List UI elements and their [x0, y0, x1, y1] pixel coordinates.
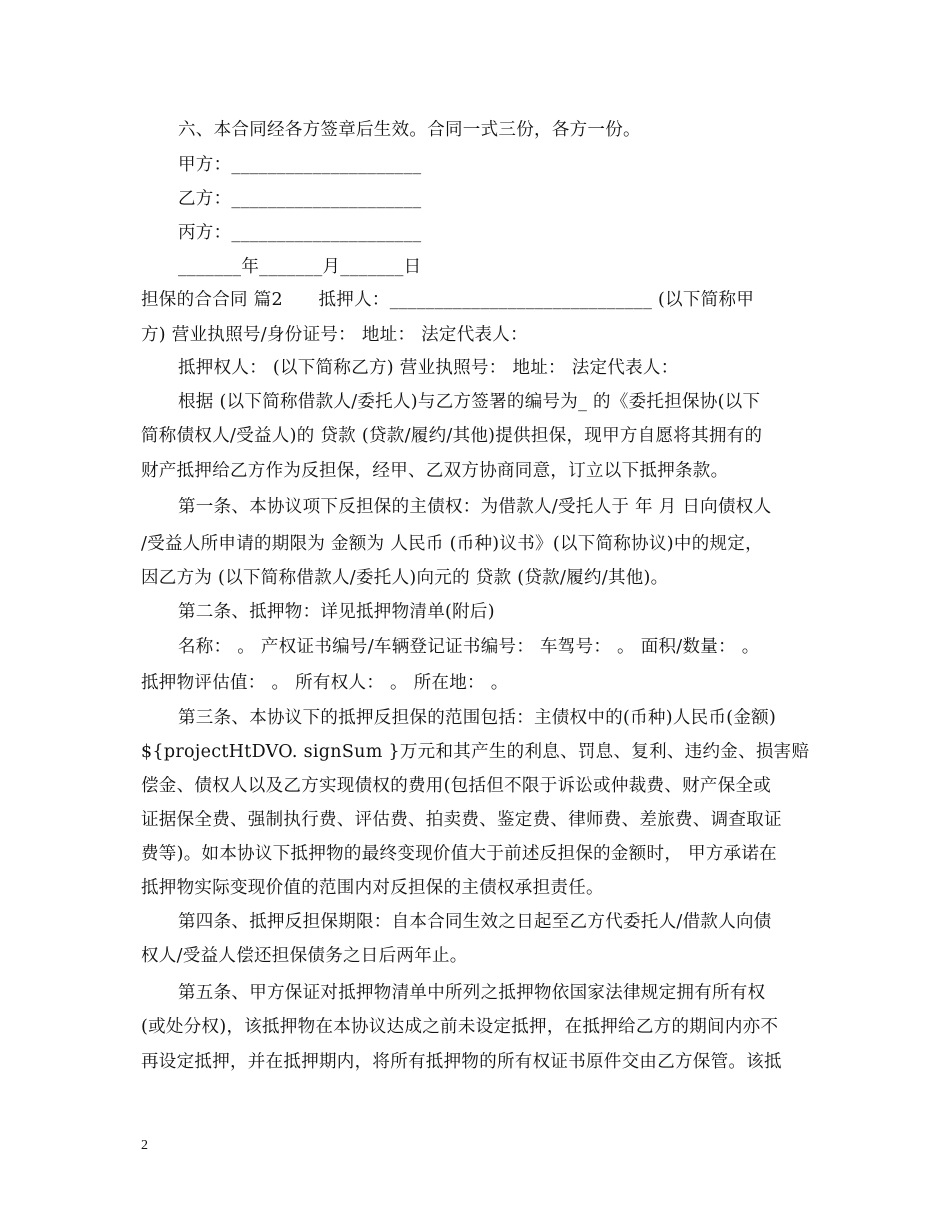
text-line: 根据 (以下简称借款人/委托人)与乙方签署的编号为_ 的《委托担保协(以下 — [178, 392, 761, 412]
text-line: /受益人所申请的期限为 金额为 人民币 (币种)议书》(以下简称协议)中的规定， — [141, 534, 763, 554]
text-line: 抵押物实际变现价值的范围内对反担保的主债权承担责任。 — [141, 878, 604, 898]
text-line: 第四条、抵押反担保期限：自本合同生效之日起至乙方代委托人/借款人向债 — [178, 912, 772, 932]
text-line: 第二条、抵押物：详见抵押物清单(附后) — [178, 602, 495, 622]
text-line: 第一条、本协议项下反担保的主债权：为借款人/受托人于 年 月 日向债权人 — [178, 497, 772, 517]
text-line: 简称债权人/受益人)的 贷款 (贷款/履约/其他)提供担保，现甲方自愿将其拥有的 — [141, 426, 763, 446]
party-b-signature: 乙方：_____________________ — [178, 189, 422, 209]
text-line: 费等)。如本协议下抵押物的最终变现价值大于前述反担保的金额时， 甲方承诺在 — [141, 844, 777, 864]
text-line: 财产抵押给乙方作为反担保，经甲、乙双方协商同意，订立以下抵押条款。 — [141, 461, 729, 481]
text-line: 第三条、本协议下的抵押反担保的范围包括：主债权中的(币种)人民币(金额) — [178, 708, 777, 728]
text-line: 方) 营业执照号/身份证号： 地址： 法定代表人： — [141, 325, 528, 345]
text-line: 第五条、甲方保证对抵押物清单中所列之抵押物依国家法律规定拥有所有权 — [178, 983, 766, 1003]
page-number: 2 — [141, 1138, 148, 1153]
text-line: 抵押权人： (以下简称乙方) 营业执照号： 地址： 法定代表人： — [178, 358, 679, 378]
text-line: 再设定抵押，并在抵押期内，将所有抵押物的所有权证书原件交由乙方保管。该抵 — [141, 1052, 782, 1072]
text-line: (或处分权)，该抵押物在本协议达成之前未设定抵押，在抵押给乙方的期间内亦不 — [141, 1017, 779, 1037]
text-line: ${projectHtDVO. signSum }万元和其产生的利息、罚息、复利、违约金、损害赔 — [141, 742, 810, 762]
contract-2-heading: 担保的合合同 篇2 抵押人：_____________________________ (以下简称甲 — [141, 290, 755, 310]
party-c-signature: 丙方：_____________________ — [178, 223, 422, 243]
party-a-signature: 甲方：_____________________ — [178, 155, 422, 175]
text-line: 因乙方为 (以下简称借款人/委托人)向元的 贷款 (贷款/履约/其他)。 — [141, 568, 669, 588]
text-line: 偿金、债权人以及乙方实现债权的费用(包括但不限于诉讼或仲裁费、财产保全或 — [141, 776, 772, 796]
text-line: 证据保全费、强制执行费、评估费、拍卖费、鉴定费、律师费、差旅费、调查取证 — [141, 810, 782, 830]
text-line: 抵押物评估值： 。 所有权人： 。 所在地： 。 — [141, 673, 509, 693]
text-line: 权人/受益人偿还担保债务之日后两年止。 — [141, 946, 468, 966]
text-line: 名称： 。 产权证书编号/车辆登记证书编号： 车驾号： 。 面积/数量： 。 — [178, 637, 760, 657]
clause-six: 六、本合同经各方签章后生效。合同一式三份，各方一份。 — [178, 120, 641, 140]
signature-date: _______年_______月_______日 — [178, 257, 422, 277]
